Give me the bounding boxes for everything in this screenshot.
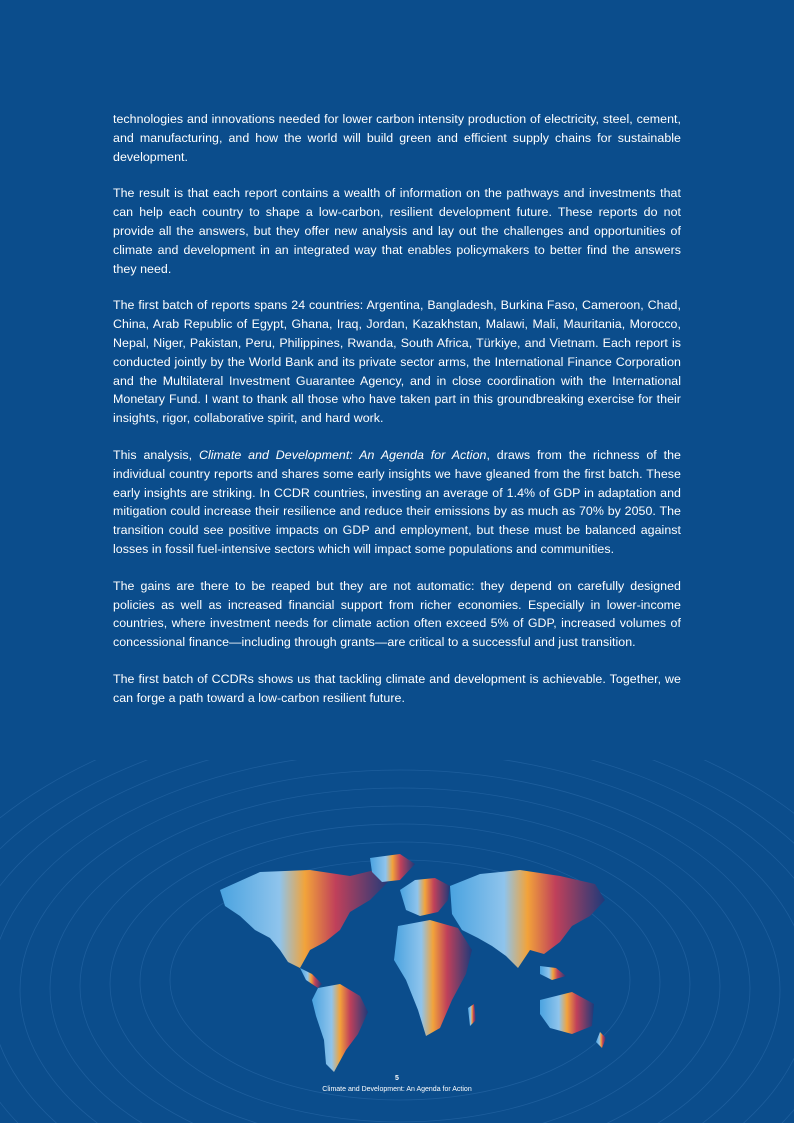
paragraph-3: The first batch of reports spans 24 countries: Argentina, Bangladesh, Burkina Faso, Cameroon, Chad, China, Arab Republic of Egypt, Ghana, Iraq, Jordan, Kazakhstan, Malawi, Mali, Mauritania, Morocco, Nepal, Niger, Pakistan, Peru, Philippines, Rwanda, South Africa, Türkiye, and Vietnam. Each report is conducted jointly by the World Bank and its private sector arms, the International Finance Corporation and the Multilateral Investment Guarantee Agency, and in close coordination with the International Monetary Fund. I want to thank all those who have taken part in this groundbreaking exercise for their insights, rigor, collaborative spirit, and hard work. — [113, 298, 681, 426]
report-title-italic: Climate and Development: An Agenda for Action — [198, 447, 487, 462]
page-number: 5 — [395, 1075, 399, 1082]
paragraph-4-start: This analysis, — [113, 447, 199, 462]
paragraph-2: The result is that each report contains a wealth of information on the pathways and investments that can help each country to shape a low-carbon, resilient development future. These reports do not provide all the answers, but they offer new analysis and lay out the challenges and opportunities of climate and development in an integrated way that enables policymakers to better find the answers they need. — [113, 186, 681, 276]
paragraph-1: technologies and innovations needed for lower carbon intensity production of electricity, steel, cement, and manufacturing, and how the world will build green and efficient supply chains for sustainable development. — [113, 112, 681, 164]
footer-title: Climate and Development: An Agenda for Action — [322, 1086, 472, 1093]
paragraph-4-end: , draws from the richness of the individual country reports and shares some early insights we have gleaned from the first batch. These early insights are striking. In CCDR countries, investing an average of 1.4% of GDP in adaptation and mitigation could increase their resilience and reduce their emissions by as much as 70% by 2050. The transition could see positive impacts on GDP and employment, but these must be balanced against losses in fossil fuel-intensive sectors which will impact some populations and communities. — [113, 447, 682, 556]
world-map-icon — [200, 850, 620, 1080]
paragraph-5: The gains are there to be reaped but they are not automatic: they depend on carefully designed policies as well as increased financial support from richer economies. Especially in lower-income countries, where investment needs for climate action often exceed 5% of GDP, increased volumes of concessional finance—including through grants—are critical to a successful and just transition. — [113, 578, 681, 650]
paragraph-6: The first batch of CCDRs shows us that tackling climate and development is achievable. Together, we can forge a path toward a low-carbon resilient future. — [113, 671, 681, 705]
body-text — [113, 110, 681, 726]
paragraph-4 — [113, 446, 681, 559]
